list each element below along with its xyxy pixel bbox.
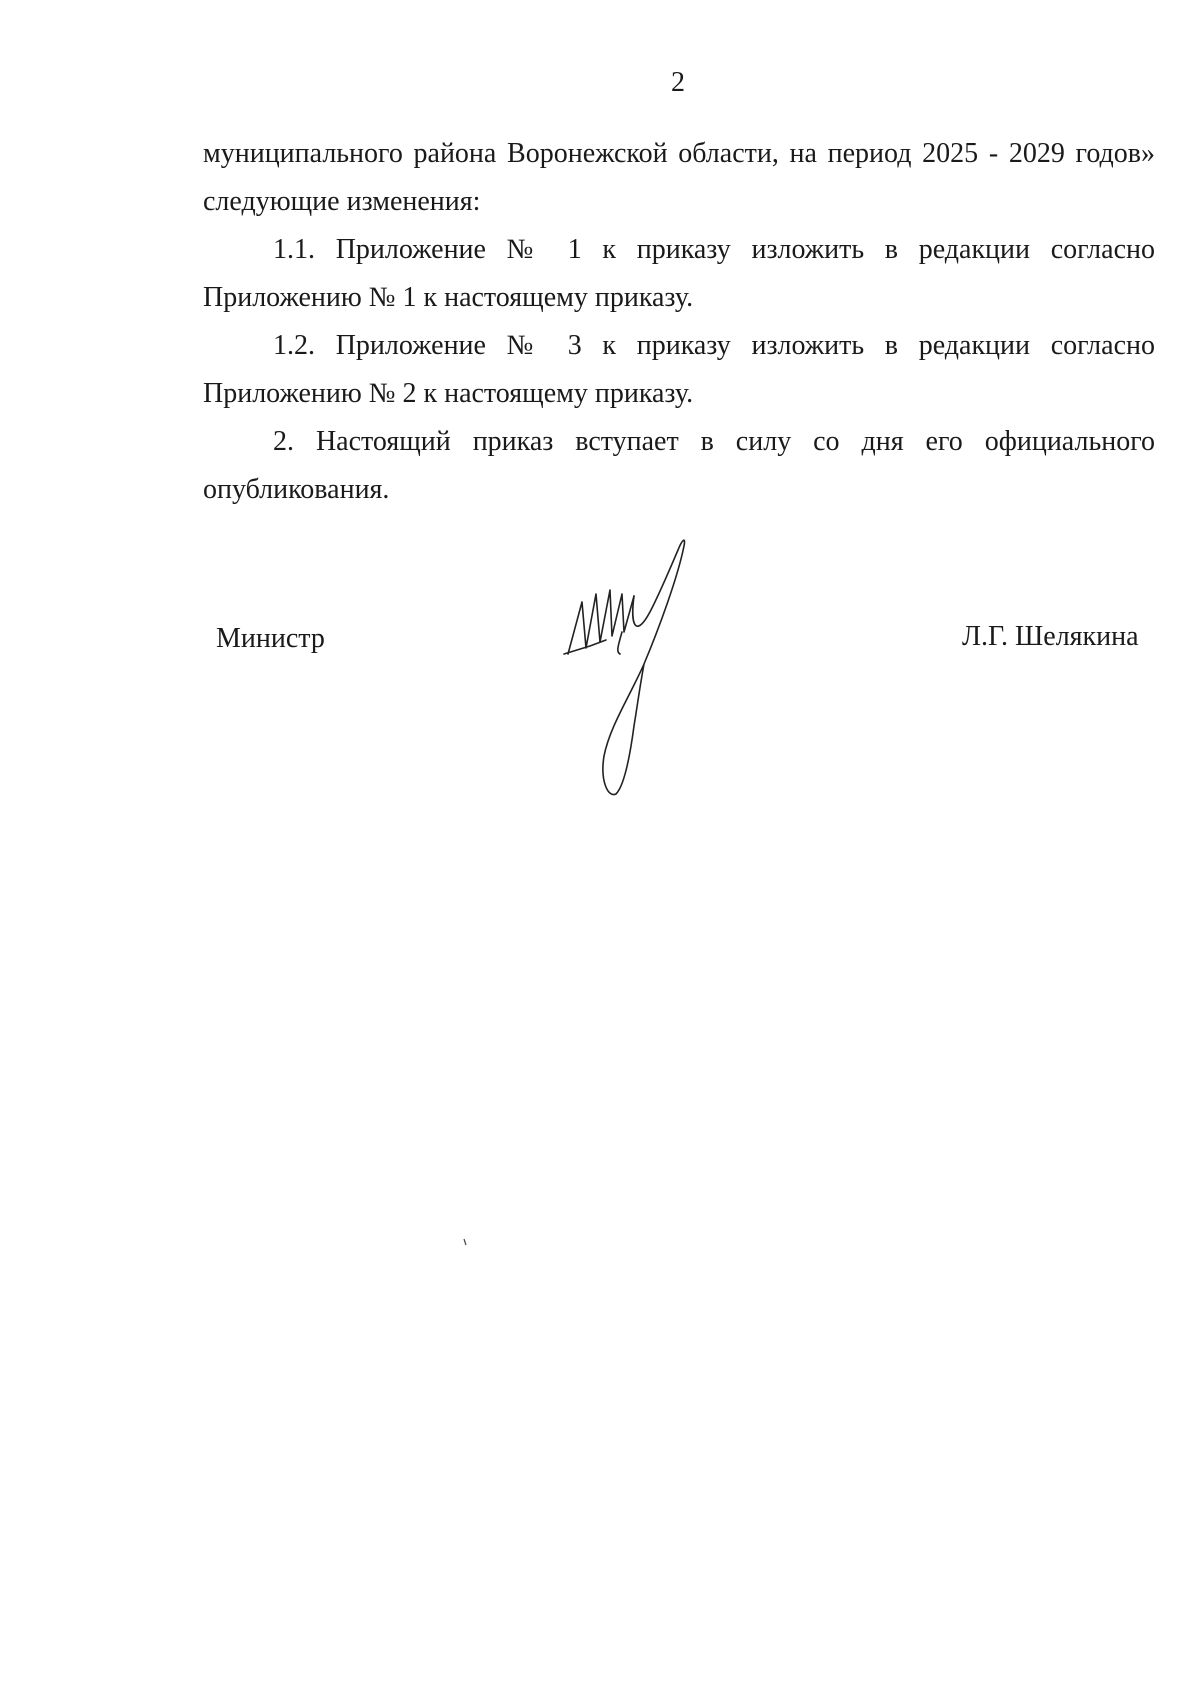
text-line: опубликования.	[203, 474, 390, 505]
handwritten-signature	[560, 536, 720, 806]
text-line: 2. Настоящий приказ вступает в силу со дня его официального	[273, 426, 1155, 457]
text-line: 1.1. Приложение № 1 к приказу изложить в редакции согласно	[273, 234, 1155, 265]
scan-speck	[463, 1238, 467, 1246]
paragraph-continuation	[203, 130, 1155, 226]
page-number: 2	[671, 67, 685, 98]
document-body	[203, 130, 1155, 514]
signatory-name: Л.Г. Шелякина	[962, 621, 1139, 652]
text-line: следующие изменения:	[203, 186, 481, 217]
paragraph-item-2	[203, 418, 1155, 514]
text-line: Приложению № 2 к настоящему приказу.	[203, 378, 694, 409]
text-line: 1.2. Приложение № 3 к приказу изложить в редакции согласно	[273, 330, 1155, 361]
text-line: муниципального района Воронежской области, на период 2025 - 2029 годов»	[203, 138, 1155, 169]
paragraph-item-1-2	[203, 322, 1155, 418]
signatory-role: Министр	[216, 623, 325, 654]
paragraph-item-1-1	[203, 226, 1155, 322]
text-line: Приложению № 1 к настоящему приказу.	[203, 282, 694, 313]
